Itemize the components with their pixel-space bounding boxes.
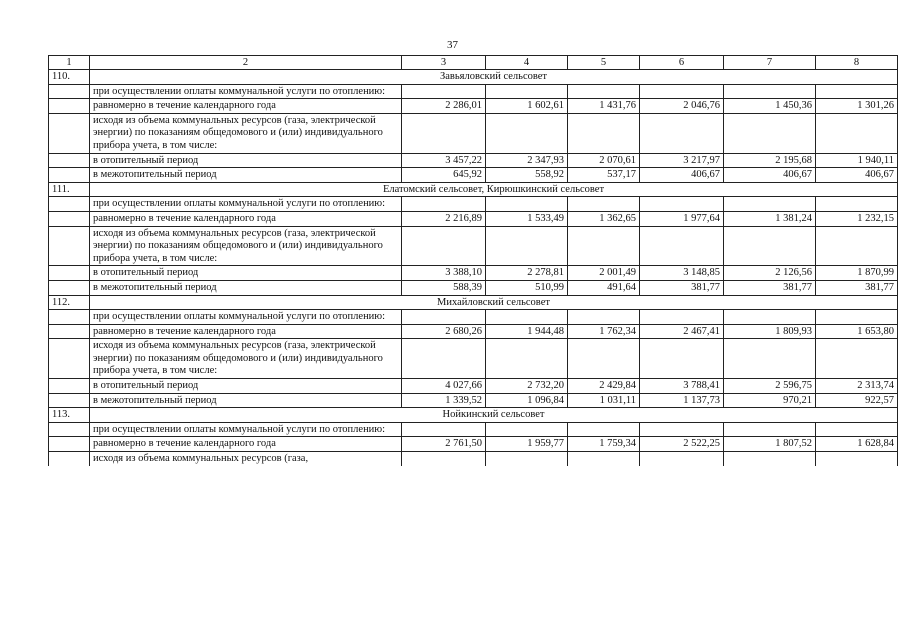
row-index-cell [49, 99, 90, 114]
row-index-cell [49, 197, 90, 212]
row-index-cell [49, 324, 90, 339]
row-index-cell [49, 422, 90, 437]
value-cell: 1 232,15 [816, 211, 898, 226]
value-cell: 1 339,52 [402, 393, 486, 408]
value-cell [724, 226, 816, 266]
column-header: 7 [724, 56, 816, 70]
value-cell: 491,64 [568, 280, 640, 295]
value-cell: 1 602,61 [486, 99, 568, 114]
row-index-cell [49, 379, 90, 394]
value-cell: 1 959,77 [486, 437, 568, 452]
page-number: 37 [447, 39, 458, 51]
value-cell [568, 226, 640, 266]
column-header: 8 [816, 56, 898, 70]
row-label: при осуществлении оплаты коммунальной услуги по отоплению: [90, 84, 402, 99]
table-row [49, 310, 898, 325]
value-cell: 1 977,64 [640, 211, 724, 226]
value-cell: 2 313,74 [816, 379, 898, 394]
value-cell [402, 422, 486, 437]
value-cell [816, 113, 898, 153]
value-cell: 1 450,36 [724, 99, 816, 114]
table-row [49, 379, 898, 394]
value-cell: 1 137,73 [640, 393, 724, 408]
value-cell [402, 113, 486, 153]
row-index-cell [49, 310, 90, 325]
table-row [49, 211, 898, 226]
table-row [49, 197, 898, 212]
value-cell: 381,77 [816, 280, 898, 295]
value-cell: 1 807,52 [724, 437, 816, 452]
value-cell [724, 84, 816, 99]
section-row [49, 295, 898, 310]
value-cell: 2 429,84 [568, 379, 640, 394]
value-cell: 2 046,76 [640, 99, 724, 114]
row-label: исходя из объема коммунальных ресурсов (газа, [90, 452, 402, 466]
value-cell: 2 001,49 [568, 266, 640, 281]
row-label: в отопительный период [90, 266, 402, 281]
row-index-cell [49, 84, 90, 99]
column-header: 6 [640, 56, 724, 70]
value-cell: 2 286,01 [402, 99, 486, 114]
row-index-cell [49, 153, 90, 168]
table-body [49, 56, 898, 466]
value-cell: 381,77 [724, 280, 816, 295]
value-cell: 558,92 [486, 168, 568, 183]
row-label: равномерно в течение календарного года [90, 211, 402, 226]
value-cell [486, 422, 568, 437]
table-row [49, 226, 898, 266]
row-label: в отопительный период [90, 153, 402, 168]
section-row [49, 70, 898, 85]
value-cell [402, 84, 486, 99]
value-cell: 970,21 [724, 393, 816, 408]
value-cell [640, 226, 724, 266]
value-cell [486, 452, 568, 466]
value-cell: 2 596,75 [724, 379, 816, 394]
row-index-cell [49, 339, 90, 379]
value-cell [486, 339, 568, 379]
value-cell [486, 197, 568, 212]
value-cell: 1 301,26 [816, 99, 898, 114]
value-cell [724, 197, 816, 212]
value-cell [816, 226, 898, 266]
row-index-cell [49, 437, 90, 452]
value-cell: 1 381,24 [724, 211, 816, 226]
value-cell [486, 226, 568, 266]
table-row [49, 393, 898, 408]
value-cell [568, 452, 640, 466]
value-cell: 3 457,22 [402, 153, 486, 168]
tariff-table [48, 55, 898, 466]
value-cell [724, 113, 816, 153]
value-cell: 588,39 [402, 280, 486, 295]
value-cell [486, 84, 568, 99]
row-label: равномерно в течение календарного года [90, 99, 402, 114]
value-cell [640, 84, 724, 99]
column-header: 3 [402, 56, 486, 70]
value-cell: 1 628,84 [816, 437, 898, 452]
row-label: в отопительный период [90, 379, 402, 394]
value-cell [568, 84, 640, 99]
row-label: в межотопительный период [90, 393, 402, 408]
value-cell [568, 339, 640, 379]
value-cell [640, 422, 724, 437]
table-row [49, 437, 898, 452]
row-index-cell [49, 113, 90, 153]
row-label: при осуществлении оплаты коммунальной услуги по отоплению: [90, 422, 402, 437]
value-cell: 2 761,50 [402, 437, 486, 452]
value-cell [816, 422, 898, 437]
row-label: в межотопительный период [90, 280, 402, 295]
row-index-cell [49, 226, 90, 266]
value-cell: 2 522,25 [640, 437, 724, 452]
value-cell: 537,17 [568, 168, 640, 183]
value-cell: 1 940,11 [816, 153, 898, 168]
value-cell: 510,99 [486, 280, 568, 295]
row-label: равномерно в течение календарного года [90, 437, 402, 452]
value-cell [568, 197, 640, 212]
value-cell [640, 339, 724, 379]
value-cell [568, 310, 640, 325]
table-row [49, 280, 898, 295]
value-cell: 406,67 [816, 168, 898, 183]
value-cell: 2 347,93 [486, 153, 568, 168]
section-index: 111. [49, 182, 90, 197]
row-label: при осуществлении оплаты коммунальной услуги по отоплению: [90, 197, 402, 212]
section-title: Завьяловский сельсовет [90, 70, 898, 85]
value-cell: 2 278,81 [486, 266, 568, 281]
table-row [49, 168, 898, 183]
value-cell [816, 452, 898, 466]
row-label: равномерно в течение календарного года [90, 324, 402, 339]
value-cell: 645,92 [402, 168, 486, 183]
value-cell: 3 217,97 [640, 153, 724, 168]
value-cell [724, 339, 816, 379]
value-cell [568, 113, 640, 153]
row-index-cell [49, 452, 90, 466]
row-label: в межотопительный период [90, 168, 402, 183]
row-index-cell [49, 280, 90, 295]
value-cell: 1 431,76 [568, 99, 640, 114]
value-cell [402, 452, 486, 466]
section-title: Нойкинский сельсовет [90, 408, 898, 423]
value-cell [402, 339, 486, 379]
value-cell: 1 096,84 [486, 393, 568, 408]
value-cell: 2 070,61 [568, 153, 640, 168]
column-header: 4 [486, 56, 568, 70]
value-cell [816, 197, 898, 212]
value-cell: 2 732,20 [486, 379, 568, 394]
value-cell: 1 031,11 [568, 393, 640, 408]
table-row [49, 422, 898, 437]
value-cell: 1 809,93 [724, 324, 816, 339]
value-cell [402, 197, 486, 212]
value-cell: 1 762,34 [568, 324, 640, 339]
section-title: Михайловский сельсовет [90, 295, 898, 310]
row-index-cell [49, 393, 90, 408]
value-cell: 406,67 [724, 168, 816, 183]
table-row [49, 266, 898, 281]
table-row [49, 339, 898, 379]
table-row [49, 153, 898, 168]
section-index: 113. [49, 408, 90, 423]
row-label: исходя из объема коммунальных ресурсов (газа, электрической энергии) по показаниям общедомового и (или) индивидуального прибора учета, в том числе: [90, 113, 402, 153]
value-cell: 2 467,41 [640, 324, 724, 339]
value-cell [724, 422, 816, 437]
value-cell: 381,77 [640, 280, 724, 295]
column-header: 2 [90, 56, 402, 70]
value-cell: 2 680,26 [402, 324, 486, 339]
value-cell: 1 653,80 [816, 324, 898, 339]
value-cell [816, 84, 898, 99]
value-cell: 1 944,48 [486, 324, 568, 339]
value-cell: 922,57 [816, 393, 898, 408]
value-cell: 1 759,34 [568, 437, 640, 452]
value-cell: 1 870,99 [816, 266, 898, 281]
value-cell [402, 310, 486, 325]
row-index-cell [49, 211, 90, 226]
value-cell: 406,67 [640, 168, 724, 183]
value-cell: 2 126,56 [724, 266, 816, 281]
value-cell: 2 195,68 [724, 153, 816, 168]
section-row [49, 182, 898, 197]
column-header: 5 [568, 56, 640, 70]
table-row [49, 84, 898, 99]
value-cell [640, 452, 724, 466]
value-cell [640, 197, 724, 212]
value-cell [640, 113, 724, 153]
value-cell: 3 388,10 [402, 266, 486, 281]
value-cell: 1 362,65 [568, 211, 640, 226]
value-cell [640, 310, 724, 325]
table-row [49, 452, 898, 466]
table-row [49, 113, 898, 153]
row-label: исходя из объема коммунальных ресурсов (газа, электрической энергии) по показаниям общедомового и (или) индивидуального прибора учета, в том числе: [90, 226, 402, 266]
column-header: 1 [49, 56, 90, 70]
table-row [49, 99, 898, 114]
value-cell [568, 422, 640, 437]
column-header-row [49, 56, 898, 70]
value-cell [816, 339, 898, 379]
row-label: при осуществлении оплаты коммунальной услуги по отоплению: [90, 310, 402, 325]
section-title: Елатомский сельсовет, Кирюшкинский сельсовет [90, 182, 898, 197]
value-cell [486, 310, 568, 325]
section-row [49, 408, 898, 423]
section-index: 112. [49, 295, 90, 310]
row-index-cell [49, 168, 90, 183]
row-index-cell [49, 266, 90, 281]
value-cell [402, 226, 486, 266]
value-cell: 3 148,85 [640, 266, 724, 281]
value-cell [724, 310, 816, 325]
value-cell [486, 113, 568, 153]
value-cell: 3 788,41 [640, 379, 724, 394]
value-cell [724, 452, 816, 466]
value-cell [816, 310, 898, 325]
row-label: исходя из объема коммунальных ресурсов (газа, электрической энергии) по показаниям общедомового и (или) индивидуального прибора учета, в том числе: [90, 339, 402, 379]
value-cell: 1 533,49 [486, 211, 568, 226]
section-index: 110. [49, 70, 90, 85]
value-cell: 4 027,66 [402, 379, 486, 394]
table-row [49, 324, 898, 339]
value-cell: 2 216,89 [402, 211, 486, 226]
